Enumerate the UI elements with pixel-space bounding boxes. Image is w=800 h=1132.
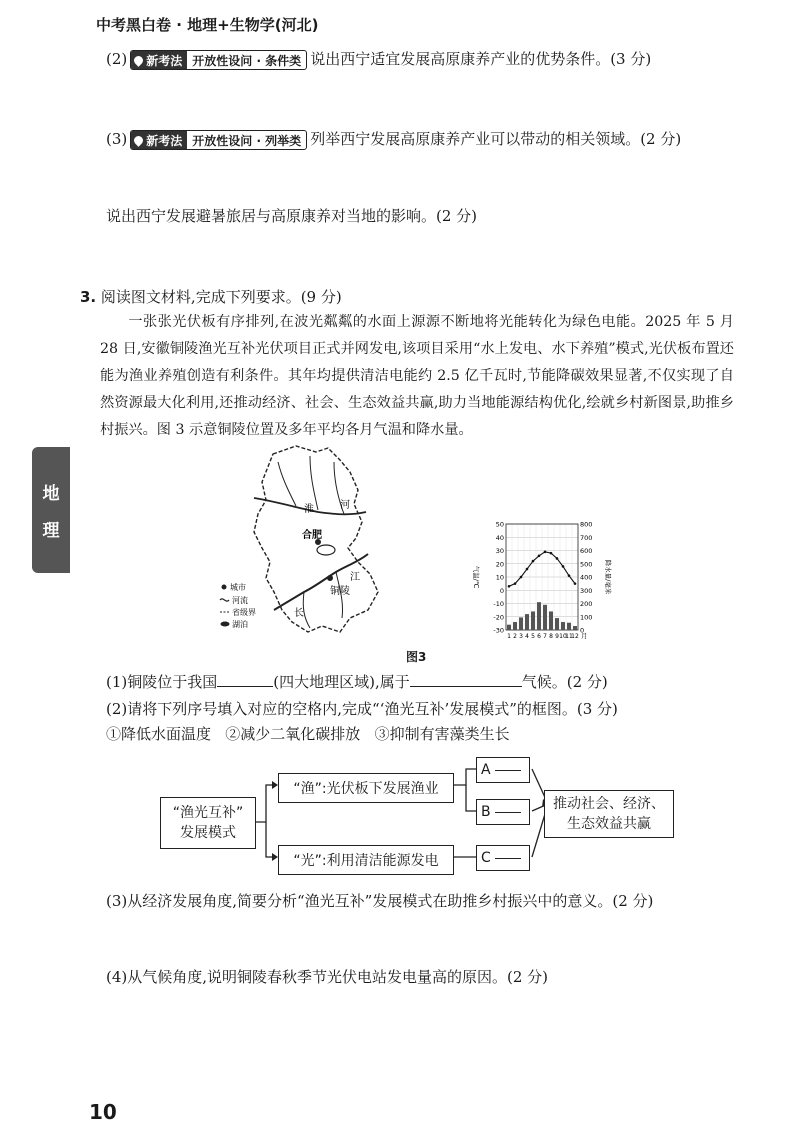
left-tick-label: -10	[493, 600, 504, 608]
answer-blank-c[interactable]	[495, 858, 521, 859]
subject-side-tab: 地 理	[32, 447, 70, 573]
precip-bar-4	[525, 614, 529, 630]
question-number: (2)	[106, 50, 128, 68]
temperature-point-5	[532, 560, 535, 563]
svg-text:城市: 城市	[230, 583, 246, 592]
x-tick-label: 3	[519, 633, 523, 640]
left-tick-label: 30	[495, 547, 504, 555]
precip-bar-11	[567, 623, 571, 630]
location-pin-icon	[132, 54, 145, 67]
left-tick-label: -20	[493, 613, 504, 622]
temperature-point-6	[538, 555, 541, 558]
new-method-tag: 新考法 开放性设问 · 列举类	[130, 130, 307, 150]
river-tributary	[278, 462, 296, 506]
x-tick-label: 8	[549, 633, 553, 640]
climate-chart	[466, 518, 616, 646]
chaohu-lake	[317, 545, 335, 555]
tongling-location-map	[218, 442, 400, 642]
question-2-3	[106, 128, 681, 150]
left-tick-label: 0	[499, 586, 504, 595]
temperature-point-7	[544, 551, 547, 554]
question-2-4	[106, 205, 477, 226]
question-3-material: 一张张光伏板有序排列,在波光粼粼的水面上源源不断地将光能转化为绿色电能。2025 年 5 月 28 日,安徽铜陵渔光互补光伏项目正式并网发电,该项目采用“水上发电、水下养殖”模式,光伏板布置还能为渔业养殖创造有利条件。其年均提供清洁电能约 2.5 亿千瓦时,节能降碳效果显著,不仅实现了自然资源最大化利用,还推动经济、社会、生态效益共赢,助力当地能源结构优化,绘就乡村新图景,助推乡村振兴。图 3 示意铜陵位置及多年平均各月气温和降水量。	[100, 314, 734, 438]
x-tick-label: 2	[513, 633, 517, 640]
precip-bar-6	[537, 602, 541, 630]
question-text: 列举西宁发展高原康养产业可以带动的相关领域。(2 分)	[310, 130, 682, 148]
root-box: “渔光互补” 发展模式	[160, 797, 256, 849]
precip-bar-5	[531, 611, 535, 630]
label-chang: 长	[294, 608, 304, 619]
precip-bar-1	[507, 625, 511, 630]
svg-text:省级界: 省级界	[232, 608, 256, 617]
x-tick-label: 5	[531, 633, 535, 640]
left-tick-label: 40	[495, 533, 504, 542]
right-tick-label: 800	[580, 520, 593, 529]
x-axis-label: 月	[581, 632, 588, 640]
temperature-point-4	[526, 568, 529, 571]
right-tick-label: 500	[580, 560, 593, 569]
x-tick-label: 7	[543, 633, 547, 640]
x-tick-label: 9	[555, 633, 559, 640]
leaf-b-box[interactable]: B	[476, 799, 530, 825]
precip-bar-10	[561, 622, 565, 630]
left-tick-label: 20	[495, 560, 504, 569]
right-tick-label: 100	[580, 613, 593, 622]
question-text: 说出西宁适宜发展高原康养产业的优势条件。(3 分)	[310, 50, 652, 68]
river-tributary	[310, 456, 318, 510]
label-hefei: 合肥	[302, 530, 322, 541]
x-tick-label: 12	[571, 633, 579, 640]
svg-text:湖泊: 湖泊	[232, 620, 248, 629]
temperature-point-11	[568, 574, 571, 577]
river-tributary	[303, 592, 310, 628]
question-2-2	[106, 48, 651, 70]
left-tick-label: 10	[495, 573, 504, 582]
figure-caption: 图3	[406, 650, 427, 664]
precip-bar-12	[573, 626, 577, 630]
temperature-point-9	[556, 557, 559, 560]
right-tick-label: 0	[580, 626, 585, 635]
temperature-point-10	[562, 565, 565, 568]
result-box: 推动社会、经济、 生态效益共赢	[544, 790, 674, 838]
left-tick-label: 50	[495, 520, 504, 529]
precip-bar-7	[543, 605, 547, 630]
running-header: 中考黑白卷 · 地理+生物学(河北)	[96, 16, 319, 34]
map-legend	[220, 582, 256, 629]
right-tick-label: 200	[580, 600, 593, 608]
precip-bar-3	[519, 617, 523, 630]
x-tick-label: 11	[565, 633, 573, 640]
temperature-point-1	[508, 585, 511, 588]
solar-branch-box: “光”:利用清洁能源发电	[278, 845, 454, 875]
left-tick-label: -30	[493, 626, 504, 635]
answer-blank-region[interactable]	[217, 686, 273, 687]
label-he: 河	[340, 500, 350, 511]
right-tick-label: 300	[580, 586, 593, 595]
left-axis-label: 气温/℃	[472, 565, 480, 589]
temperature-point-8	[550, 552, 553, 555]
location-pin-icon	[132, 134, 145, 147]
label-huai: 淮	[304, 504, 314, 515]
precip-bar-9	[555, 618, 559, 630]
leaf-c-box[interactable]: C	[476, 845, 530, 871]
x-tick-label: 4	[525, 633, 529, 640]
question-3-1: (1)铜陵位于我国 (四大地理区域),属于 气候。(2 分)	[106, 673, 608, 691]
answer-blank-climate[interactable]	[410, 686, 522, 687]
answer-blank-a[interactable]	[495, 770, 521, 771]
x-tick-label: 6	[537, 633, 541, 640]
svg-text:河流: 河流	[232, 596, 248, 605]
x-tick-label: 1	[507, 633, 511, 640]
page-number: 10	[89, 1100, 117, 1124]
precip-bar-8	[549, 611, 553, 630]
question-3-2: (2)请将下列序号填入对应的空格内,完成“‘渔光互补’发展模式”的框图。(3 分)	[106, 700, 618, 718]
answer-blank-b[interactable]	[495, 812, 521, 813]
question-3-3: (3)从经济发展角度,简要分析“渔光互补”发展模式在助推乡村振兴中的意义。(2 分)	[106, 892, 654, 910]
temperature-point-3	[520, 576, 523, 579]
leaf-a-box[interactable]: A	[476, 757, 530, 783]
tongling-city-dot	[327, 575, 333, 581]
temperature-point-2	[514, 582, 517, 585]
right-tick-label: 400	[580, 573, 593, 582]
temperature-point-12	[574, 582, 577, 585]
right-tick-label: 600	[580, 547, 593, 555]
question-3-2-options: ①降低水面温度 ②减少二氧化碳排放 ③抑制有害藻类生长	[106, 725, 510, 743]
question-3-4: (4)从气候角度,说明铜陵春秋季节光伏电站发电量高的原因。(2 分)	[106, 968, 549, 986]
right-tick-label: 700	[580, 533, 593, 542]
question-3-title: 3. 阅读图文材料,完成下列要求。(9 分)	[80, 288, 342, 306]
x-tick-label: 10	[559, 633, 567, 640]
fishery-branch-box: “渔”:光伏板下发展渔业	[278, 773, 454, 803]
precip-bar-2	[513, 622, 517, 630]
label-jiang: 江	[350, 572, 360, 583]
question-text: 说出西宁发展避暑旅居与高原康养对当地的影响。(2 分)	[106, 207, 478, 225]
question-number: (3)	[106, 130, 128, 148]
label-tongling: 铜陵	[330, 586, 350, 597]
right-axis-label: 降水量/毫米	[604, 559, 612, 595]
new-method-tag: 新考法 开放性设问 · 条件类	[130, 50, 307, 70]
